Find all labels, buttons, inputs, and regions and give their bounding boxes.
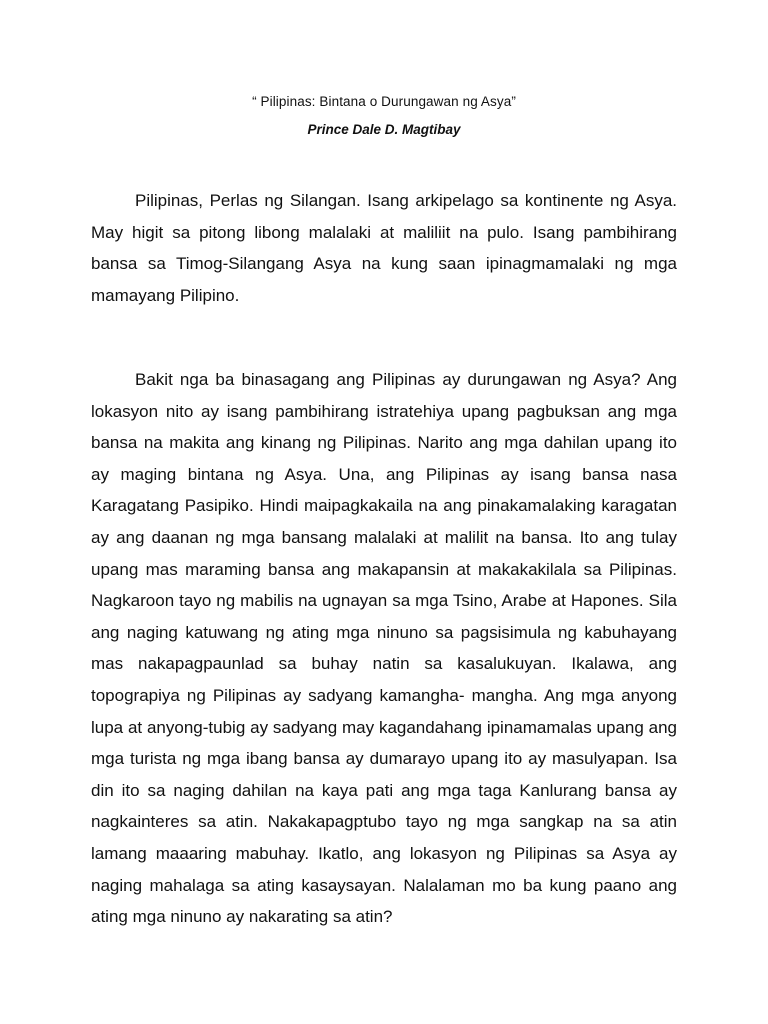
document-author: Prince Dale D. Magtibay <box>307 122 461 137</box>
paragraph-2: Bakit nga ba binasagang ang Pilipinas ay durungawan ng Asya? Ang lokasyon nito ay isang pambihirang istratehiya upang pagbuksan ang mga bansa na makita ang kinang ng Pilipinas. Narito ang mga dahilan upang ito ay maging bintana ng Asya. Una, ang Pilipinas ay isang bansa nasa Karagatang Pasipiko. Hindi maipagkakaila na ang pinakamalaking karagatan ay ang daanan ng mga bansang malalaki at malilit na bansa. Ito ang tulay upang mas maraming bansa ang makapansin at makakakilala sa Pilipinas. Nagkaroon tayo ng mabilis na ugnayan sa mga Tsino, Arabe at Hapones. Sila ang naging katuwang ng ating mga ninuno sa pagsisimula ng kabuhayang mas nakapagpaunlad sa buhay natin sa kasalukuyan. Ikalawa, ang topograpiya ng Pilipinas ay sadyang kamangha- mangha. Ang mga anyong lupa at anyong-tubig ay sadyang may kagandahang ipinamamalas upang ang mga turista ng mga ibang bansa ay dumarayo upang ito ay masulyapan. Isa din ito sa naging dahilan na kaya pati ang mga taga Kanlurang bansa ay nagkainteres sa atin. Nakakapagptubo tayo ng mga sangkap na sa atin lamang maaaring mabuhay. Ikatlo, ang lokasyon ng Pilipinas sa Asya ay naging mahalaga sa ating kasaysayan. Nalalaman mo ba kung paano ang ating mga ninuno ay nakarating sa atin? <box>91 370 677 927</box>
document-title: “ Pilipinas: Bintana o Durungawan ng Asya” <box>252 94 516 109</box>
paragraph-1: Pilipinas, Perlas ng Silangan. Isang arkipelago sa kontinente ng Asya. May higit sa pitong libong malalaki at maliliit na pulo. Isang pambihirang bansa sa Timog-Silangang Asya na kung saan ipinagmamalaki ng mga mamayang Pilipino. <box>91 191 677 305</box>
